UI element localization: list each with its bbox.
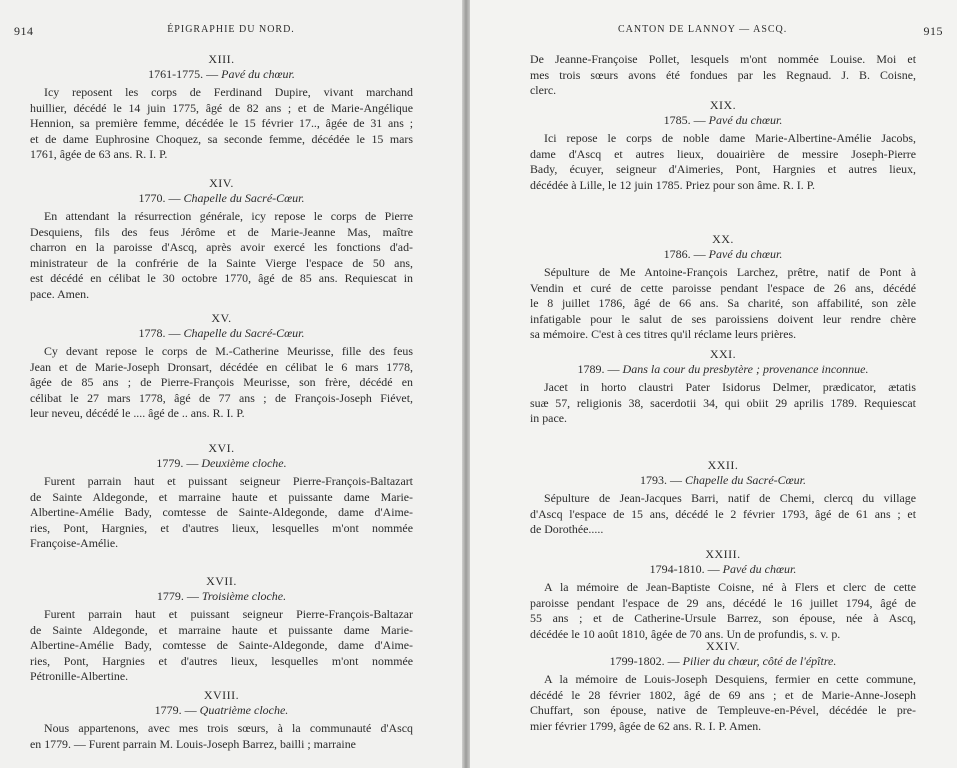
- text-line: En attendant la résurrection générale, icy repose le corps de Pierre: [44, 209, 413, 223]
- entry-number: XIX.: [709, 98, 737, 112]
- text-line: De Jeanne-Françoise Pollet, lesquels m'ont nommée Louise. Moi et: [530, 52, 916, 66]
- entry-number: XXI.: [709, 347, 737, 361]
- title-dash: —: [165, 191, 184, 205]
- entry-location: Quatrième cloche.: [199, 703, 289, 717]
- entry-number: XX.: [712, 232, 734, 246]
- entry-title: [30, 191, 413, 209]
- text-line: 1761, âgée de 63 ans. R. I. P.: [30, 147, 168, 162]
- inscription-entry: [30, 441, 413, 552]
- text-line: est décédé en célibat le 30 octobre 1770, âgé de 85 ans. Requiescat in: [30, 271, 413, 286]
- continuation-text: [530, 52, 916, 99]
- inscription-entry: [530, 98, 916, 193]
- text-line: A la mémoire de Jean-Baptiste Coisne, né à Flers et clerc de cette: [544, 580, 916, 594]
- entry-title: [30, 326, 413, 344]
- entry-location: Deuxième cloche.: [201, 456, 287, 470]
- inscription-entry: [530, 639, 916, 734]
- text-line: Chuffart, son épouse, native de Templeuve-en-Pével, décédée le pre-: [530, 703, 916, 718]
- title-dash: —: [604, 362, 623, 376]
- text-line: ries, Pont, Hargnies et d'autres lieux, lesquelles m'ont nommée: [30, 653, 413, 668]
- entry-title: [530, 654, 916, 672]
- text-line: mes trois sœurs avons été fondues par les Regnaud. J. B. Coisne,: [530, 67, 916, 82]
- text-line: in pace.: [530, 411, 567, 426]
- entry-location: Chapelle du Sacré-Cœur.: [183, 191, 305, 205]
- entry-date: 1770.: [138, 191, 166, 205]
- entry-title: [530, 113, 916, 131]
- entry-date: 1785.: [663, 113, 691, 127]
- title-dash: —: [183, 589, 202, 603]
- text-line: Pétronille-Albertine.: [30, 669, 129, 684]
- text-line: décédé le 28 février 1802, âgé de 69 ans ; et de Marie-Anne-Joseph: [530, 687, 916, 702]
- entry-title: [30, 589, 413, 607]
- title-dash: —: [203, 67, 222, 81]
- title-dash: —: [664, 654, 683, 668]
- entry-number: XV.: [211, 311, 232, 325]
- page-number: 915: [923, 24, 943, 38]
- text-line: et de dame Euphrosine Choquez, sa seconde femme, décédée le 15 mars: [30, 131, 413, 146]
- entry-number: XIV.: [209, 176, 234, 190]
- entry-date: 1793.: [640, 473, 667, 487]
- entry-location: Chapelle du Sacré-Cœur.: [685, 473, 806, 487]
- text-line: Desquiens, fils des feus Jérôme et de Marie-Jeanne Mas, maître: [30, 224, 413, 239]
- text-line: paroisse pendant l'espace de 29 ans, décédé le 16 juillet 1794, âgé de: [530, 595, 916, 610]
- entry-title: [530, 473, 916, 491]
- text-line: célibat le 27 mars 1778, âgé de 77 ans ; de François-Joseph Fiévet,: [30, 390, 413, 405]
- entry-location: Pavé du chœur.: [708, 247, 783, 261]
- text-line: pace. Amen.: [30, 286, 90, 301]
- text-line: Albertine-Amélie Bady, comtesse de Sainte-Aldegonde, dame d'Aime-: [30, 505, 413, 520]
- text-line: sa mémoire. C'est à ces titres qu'il réclame leurs prières.: [530, 327, 797, 342]
- text-line: décédée à Lille, le 12 juin 1785. Priez pour son âme. R. I. P.: [530, 177, 815, 192]
- inscription-entry: [530, 347, 916, 427]
- entry-number: XXIII.: [705, 547, 741, 561]
- entry-location: Chapelle du Sacré-Cœur.: [183, 326, 305, 340]
- entry-date: 1779.: [156, 589, 184, 603]
- entry-title: [30, 703, 413, 721]
- entry-title: [530, 362, 916, 380]
- text-line: décédée le 10 août 1810, âgée de 70 ans. Un de profundis, s. v. p.: [530, 626, 841, 641]
- text-line: Ici repose le corps de noble dame Marie-Albertine-Amélie Jacobs,: [544, 131, 916, 145]
- text-line: dame d'Ascq et autres lieux, douairière de messire Joseph-Pierre: [530, 146, 916, 161]
- entry-date: 1799-1802.: [609, 654, 665, 668]
- entry-date: 1786.: [663, 247, 691, 261]
- text-line: Sépulture de Jean-Jacques Barri, natif de Chemi, clercq du village: [544, 491, 916, 505]
- text-line: Vendin et curé de cette paroisse pendant l'espace de 26 ans, décédé: [530, 280, 916, 295]
- entry-location: Pavé du chœur.: [708, 113, 783, 127]
- title-dash: —: [704, 562, 723, 576]
- text-line: Jean et de Marie-Joseph Dronsart, décédée en célibat le 6 mars 1778,: [30, 359, 413, 374]
- text-line: A la mémoire de Louis-Joseph Desquiens, fermier en cette commune,: [544, 672, 916, 686]
- text-line: ministrateur de la confrérie de la Sainte Vierge l'espace de 50 ans,: [30, 255, 413, 270]
- text-line: ries, Pont, Hargnies, et d'autres lieux, lesquelles m'ont nommée: [30, 520, 413, 535]
- inscription-entry: [530, 458, 916, 538]
- entry-number: XVI.: [208, 441, 235, 455]
- text-line: huillier, décédé le 14 juin 1775, âgé de 82 ans ; et de Marie-Angélique: [30, 100, 413, 115]
- text-line: de Sainte Aldegonde, et marraine haute et puissante dame Marie-: [30, 489, 413, 504]
- entry-location: Pavé du chœur.: [221, 67, 295, 81]
- right-page: [470, 0, 957, 768]
- text-line: suæ 57, religionis 38, sacerdotii 34, qui obiit 29 aprilis 1789. Requiescat: [530, 395, 916, 410]
- entry-title: [530, 247, 916, 265]
- text-line: 55 ans ; et de Catherine-Ursule Barrez, son épouse, née à Ascq,: [530, 611, 916, 626]
- text-line: en 1779. — Furent parrain M. Louis-Joseph Barrez, bailli ; marraine: [30, 736, 356, 751]
- entry-number: XXIV.: [706, 639, 740, 653]
- text-line: Jacet in horto claustri Pater Isidorus Delmer, prædicator, ætatis: [544, 380, 916, 394]
- text-line: Hennion, sa première femme, décédée le 15 février 17.., âgée de 31 ans ;: [30, 116, 413, 131]
- entry-location: Pilier du chœur, côté de l'épître.: [682, 654, 837, 668]
- entry-location: Troisième cloche.: [201, 589, 287, 603]
- entry-date: 1779.: [156, 456, 184, 470]
- page-number: 914: [14, 24, 34, 38]
- inscription-entry: [30, 52, 413, 163]
- text-line: charron en la paroisse d'Ascq, après avoir exercé les fonctions d'ad-: [30, 240, 413, 255]
- text-line: de Sainte Aldegonde, et marraine haute et puissante dame Marie-: [30, 622, 413, 637]
- inscription-entry: [30, 176, 413, 303]
- text-line: leur neveu, décédé le .... âgé de .. ans. R. I. P.: [30, 406, 245, 421]
- entry-location: Dans la cour du presbytère ; provenance inconnue.: [622, 362, 869, 376]
- entry-date: 1778.: [138, 326, 166, 340]
- text-line: Furent parrain haut et puissant seigneur Pierre-François-Baltazart: [44, 474, 413, 488]
- text-line: Albertine-Amélie Bady, comtesse de Sainte-Aldegonde, dame d'Aime-: [30, 638, 413, 653]
- entry-title: [30, 456, 413, 474]
- text-line: le 8 juillet 1786, âgé de 66 ans. Sa charité, son affabilité, son zèle: [530, 296, 916, 311]
- left-page: [0, 0, 462, 768]
- inscription-entry: [30, 311, 413, 422]
- running-head: CANTON DE LANNOY — ASCQ.: [618, 24, 788, 35]
- title-dash: —: [165, 326, 184, 340]
- title-dash: —: [183, 456, 202, 470]
- text-line: Sépulture de Me Antoine-François Larchez, prêtre, natif de Pont à: [544, 265, 916, 279]
- text-line: de Dorothée.....: [530, 522, 604, 537]
- title-dash: —: [181, 703, 200, 717]
- text-line: infatigable pour le salut de ses paroissiens doivent leur rendre chère: [530, 311, 916, 326]
- text-line: Nous appartenons, avec mes trois sœurs, à la communauté d'Ascq: [44, 721, 413, 735]
- text-line: Cy devant repose le corps de M.-Catherine Meurisse, fille des feus: [44, 344, 413, 358]
- text-line: âgée de 85 ans ; de Pierre-François Meurisse, son frère, décédé en: [30, 375, 413, 390]
- text-line: clerc.: [530, 83, 557, 98]
- text-line: Icy reposent les corps de Ferdinand Dupire, vivant marchand: [44, 85, 413, 99]
- title-dash: —: [690, 247, 709, 261]
- inscription-entry: [30, 688, 413, 752]
- entry-number: XVII.: [206, 574, 237, 588]
- inscription-entry: [530, 547, 916, 642]
- title-dash: —: [667, 473, 685, 487]
- text-line: d'Ascq l'espace de 15 ans, décédé le 2 février 1793, âgé de 61 ans ; et: [530, 506, 916, 521]
- text-line: Françoise-Amélie.: [30, 536, 119, 551]
- entry-number: XIII.: [208, 52, 235, 66]
- entry-location: Pavé du chœur.: [722, 562, 797, 576]
- inscription-entry: [30, 574, 413, 685]
- title-dash: —: [690, 113, 709, 127]
- entry-date: 1794-1810.: [649, 562, 705, 576]
- entry-date: 1779.: [154, 703, 182, 717]
- entry-number: XVIII.: [203, 688, 240, 702]
- text-line: mier février 1799, âgée de 62 ans. R. I. P. Amen.: [530, 718, 762, 733]
- entry-number: XXII.: [707, 458, 739, 472]
- text-line: Bady, écuyer, seigneur d'Aimeries, Pont, Hargnies et autres lieux,: [530, 162, 916, 177]
- entry-title: [30, 67, 413, 85]
- text-line: Furent parrain haut et puissant seigneur Pierre-François-Baltazar: [44, 607, 413, 621]
- entry-title: [530, 562, 916, 580]
- book-gutter: [462, 0, 470, 768]
- entry-date: 1789.: [577, 362, 605, 376]
- running-head: ÉPIGRAPHIE DU NORD.: [167, 24, 295, 35]
- entry-date: 1761-1775.: [148, 67, 204, 81]
- inscription-entry: [530, 232, 916, 343]
